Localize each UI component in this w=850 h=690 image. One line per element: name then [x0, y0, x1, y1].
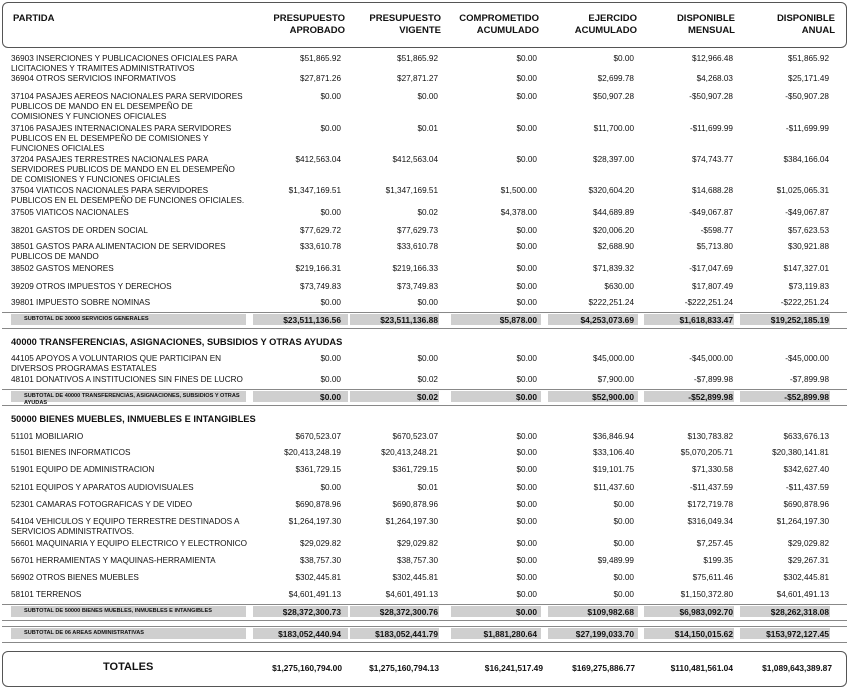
header-presupuesto-vigente: PRESUPUESTO VIGENTE	[369, 13, 441, 36]
row-value: $50,907.28	[593, 92, 634, 101]
row-value: $384,166.04	[783, 155, 829, 164]
row-value: $25,171.49	[788, 74, 829, 83]
row-value: $0.00	[417, 298, 438, 307]
row-value: $1,025,065.31	[776, 186, 829, 195]
row-value: $74,743.77	[692, 155, 733, 164]
row-divider	[2, 328, 847, 329]
row-value: $0.00	[320, 124, 341, 133]
row-value: $690,878.96	[392, 500, 438, 509]
row-value: $28,372,300.73	[282, 607, 341, 617]
row-divider	[2, 626, 847, 627]
row-value: $9,489.99	[597, 556, 634, 565]
row-value: $1,500.00	[500, 186, 537, 195]
header-comprometido-acumulado: COMPROMETIDO ACUMULADO	[459, 13, 539, 36]
row-partida: 51901 EQUIPO DE ADMINISTRACION	[11, 465, 155, 474]
row-partida: 56902 OTROS BIENES MUEBLES	[11, 573, 139, 582]
row-value: $33,106.40	[593, 448, 634, 457]
row-partida: 39801 IMPUESTO SOBRE NOMINAS	[11, 298, 151, 307]
row-value: $51,865.92	[397, 54, 438, 63]
row-partida: SUBTOTAL DE 30000 SERVICIOS GENERALES	[24, 316, 149, 322]
row-value: $0.00	[320, 92, 341, 101]
total-disponible-mensual: $110,481,561.04	[670, 663, 733, 673]
row-value: $14,150,015.62	[674, 629, 733, 639]
header-presupuesto-aprobado: PRESUPUESTO APROBADO	[273, 13, 345, 36]
row-value: -$49,067.87	[689, 208, 733, 217]
row-value: $5,070,205.71	[680, 448, 733, 457]
row-value: $33,610.78	[300, 242, 341, 251]
row-value: $29,267.31	[788, 556, 829, 565]
row-value: $28,372,300.76	[379, 607, 438, 617]
row-value: $19,252,185.19	[770, 315, 829, 325]
row-value: $12,966.48	[692, 54, 733, 63]
row-value: $7,257.45	[696, 539, 733, 548]
row-partida: 38502 GASTOS MENORES	[11, 264, 114, 273]
row-value: $0.00	[516, 375, 537, 384]
row-value: $0.00	[516, 226, 537, 235]
row-value: $29,029.82	[397, 539, 438, 548]
row-value: -$11,699.99	[689, 124, 733, 133]
row-value: $690,878.96	[295, 500, 341, 509]
row-value: -$45,000.00	[785, 354, 829, 363]
row-value: $20,413,248.19	[284, 448, 341, 457]
row-divider	[2, 620, 847, 621]
row-value: $0.00	[613, 539, 634, 548]
row-value: $0.00	[516, 392, 537, 402]
row-value: $73,119.83	[788, 282, 829, 291]
totals-label: TOTALES	[103, 661, 154, 673]
row-partida: 37204 PASAJES TERRESTRES NACIONALES PARA SERVIDORES PUBLICOS DE MANDO EN EL DESEMPEÑO DE COMISIONES Y FUNCIONES OFICIALES	[11, 155, 235, 184]
row-value: -$50,907.28	[785, 92, 829, 101]
row-value: $0.00	[613, 54, 634, 63]
row-value: $19,101.75	[593, 465, 634, 474]
row-value: $0.00	[516, 155, 537, 164]
row-value: $690,878.96	[783, 500, 829, 509]
row-partida: 58101 TERRENOS	[11, 590, 82, 599]
row-value: $0.00	[320, 375, 341, 384]
row-value: $0.01	[417, 483, 438, 492]
row-value: $0.00	[516, 500, 537, 509]
row-value: $73,749.83	[397, 282, 438, 291]
row-value: $44,689.89	[593, 208, 634, 217]
row-value: -$11,699.99	[785, 124, 829, 133]
total-comprometido-acumulado: $16,241,517.49	[484, 663, 543, 673]
row-value: $23,511,136.88	[380, 315, 438, 325]
row-value: $4,601,491.13	[288, 590, 341, 599]
row-value: $0.00	[320, 392, 341, 402]
row-partida: SUBTOTAL DE 50000 BIENES MUEBLES, INMUEBLES E INTANGIBLES	[24, 608, 212, 614]
row-value: -$7,899.98	[789, 375, 829, 384]
row-value: $0.00	[516, 74, 537, 83]
row-value: $219,166.33	[392, 264, 438, 273]
row-value: $0.00	[320, 483, 341, 492]
row-value: $316,049.34	[687, 517, 733, 526]
row-value: $71,330.58	[692, 465, 733, 474]
row-value: $0.00	[516, 465, 537, 474]
row-divider	[2, 642, 847, 643]
row-value: $0.00	[516, 432, 537, 441]
row-value: $30,921.88	[788, 242, 829, 251]
row-value: $75,611.46	[692, 573, 733, 582]
row-value: $11,437.60	[593, 483, 634, 492]
row-value: $670,523.07	[295, 432, 341, 441]
totals-box	[2, 651, 847, 687]
row-value: $0.00	[320, 354, 341, 363]
row-value: $0.00	[516, 448, 537, 457]
row-value: -$52,899.98	[784, 392, 829, 402]
row-value: $38,757.30	[300, 556, 341, 565]
row-value: $20,006.20	[593, 226, 634, 235]
row-value: $5,878.00	[499, 315, 537, 325]
row-value: $27,199,033.70	[575, 629, 634, 639]
row-value: $7,900.00	[597, 375, 634, 384]
row-value: $633,676.13	[783, 432, 829, 441]
row-value: $6,983,092.70	[679, 607, 733, 617]
row-value: $0.00	[516, 517, 537, 526]
row-partida: 37104 PASAJES AEREOS NACIONALES PARA SERVIDORES PUBLICOS DE MANDO EN EL DESEMPEÑO DE COMISIONES Y FUNCIONES OFICIALES	[11, 92, 243, 121]
row-value: $57,623.53	[788, 226, 829, 235]
row-value: $17,807.49	[692, 282, 733, 291]
row-value: $1,347,169.51	[385, 186, 438, 195]
row-value: $1,264,197.30	[288, 517, 341, 526]
row-partida: 39209 OTROS IMPUESTOS Y DERECHOS	[11, 282, 172, 291]
row-partida: 54104 VEHICULOS Y EQUIPO TERRESTRE DESTINADOS A SERVICIOS ADMINISTRATIVOS.	[11, 517, 239, 536]
row-value: $361,729.15	[295, 465, 341, 474]
row-value: $0.00	[516, 590, 537, 599]
row-value: -$222,251.24	[780, 298, 829, 307]
section-heading: 40000 TRANSFERENCIAS, ASIGNACIONES, SUBSIDIOS Y OTRAS AYUDAS	[11, 337, 343, 347]
row-value: $183,052,441.79	[375, 629, 438, 639]
row-value: $219,166.31	[295, 264, 341, 273]
row-value: $0.01	[417, 124, 438, 133]
row-value: -$45,000.00	[689, 354, 733, 363]
row-divider	[2, 389, 847, 390]
row-value: $153,972,127.45	[766, 629, 829, 639]
row-value: $0.00	[516, 264, 537, 273]
row-value: $28,397.00	[593, 155, 634, 164]
row-value: -$222,251.24	[684, 298, 733, 307]
row-partida: 48101 DONATIVOS A INSTITUCIONES SIN FINES DE LUCRO	[11, 375, 243, 384]
row-partida: 44105 APOYOS A VOLUNTARIOS QUE PARTICIPAN EN DIVERSOS PROGRAMAS ESTATALES	[11, 354, 222, 373]
row-partida: 56701 HERRAMIENTAS Y MAQUINAS-HERRAMIENTA	[11, 556, 216, 565]
row-value: $27,871.26	[300, 74, 341, 83]
total-presupuesto-aprobado: $1,275,160,794.00	[272, 663, 342, 673]
row-value: $147,327.01	[783, 264, 829, 273]
row-value: $4,601,491.13	[776, 590, 829, 599]
total-ejercido-acumulado: $169,275,886.77	[572, 663, 635, 673]
row-divider	[2, 604, 847, 605]
row-value: $130,783.82	[687, 432, 733, 441]
total-presupuesto-vigente: $1,275,160,794.13	[369, 663, 439, 673]
row-value: $1,618,833.47	[679, 315, 733, 325]
row-value: $29,029.82	[300, 539, 341, 548]
row-value: $0.00	[516, 573, 537, 582]
row-value: $28,262,318.08	[770, 607, 829, 617]
row-value: -$50,907.28	[689, 92, 733, 101]
row-partida: 37505 VIATICOS NACIONALES	[11, 208, 129, 217]
row-value: $27,871.27	[397, 74, 438, 83]
row-value: $4,253,073.69	[580, 315, 634, 325]
row-value: $302,445.81	[295, 573, 341, 582]
row-value: $4,601,491.13	[385, 590, 438, 599]
row-value: $0.00	[516, 539, 537, 548]
row-value: $11,700.00	[593, 124, 634, 133]
row-partida: 38501 GASTOS PARA ALIMENTACION DE SERVIDORES PUBLICOS DE MANDO	[11, 242, 226, 261]
row-partida: SUBTOTAL DE 06 AREAS ADMINISTRATIVAS	[24, 630, 144, 636]
header-partida: PARTIDA	[13, 13, 55, 24]
row-value: $0.00	[516, 556, 537, 565]
row-value: $1,264,197.30	[776, 517, 829, 526]
row-value: $0.02	[417, 392, 438, 402]
row-value: $0.00	[320, 298, 341, 307]
row-value: $51,865.92	[300, 54, 341, 63]
row-value: $361,729.15	[392, 465, 438, 474]
row-value: $52,900.00	[592, 392, 634, 402]
row-value: $77,629.72	[300, 226, 341, 235]
total-disponible-anual: $1,089,643,389.87	[762, 663, 832, 673]
row-value: $23,511,136.56	[283, 315, 341, 325]
row-value: $73,749.83	[300, 282, 341, 291]
row-value: $630.00	[604, 282, 634, 291]
row-value: $0.00	[516, 92, 537, 101]
header-disponible-mensual: DISPONIBLE MENSUAL	[676, 13, 735, 36]
row-value: $109,982.68	[587, 607, 634, 617]
row-value: $0.00	[417, 354, 438, 363]
row-partida: 52101 EQUIPOS Y APARATOS AUDIOVISUALES	[11, 483, 194, 492]
row-partida: 51501 BIENES INFORMATICOS	[11, 448, 131, 457]
row-value: -$7,899.98	[693, 375, 733, 384]
row-value: $0.00	[417, 92, 438, 101]
row-value: $2,688.90	[597, 242, 634, 251]
row-value: $4,378.00	[500, 208, 537, 217]
row-value: -$52,899.98	[688, 392, 733, 402]
row-partida: 51101 MOBILIARIO	[11, 432, 84, 441]
row-value: $51,865.92	[788, 54, 829, 63]
table-header	[2, 2, 847, 48]
row-value: $0.00	[613, 590, 634, 599]
row-value: -$11,437.59	[785, 483, 829, 492]
row-partida: 52301 CAMARAS FOTOGRAFICAS Y DE VIDEO	[11, 500, 193, 509]
row-value: $0.00	[516, 354, 537, 363]
row-value: $0.02	[417, 208, 438, 217]
row-value: $302,445.81	[783, 573, 829, 582]
row-value: $199.35	[703, 556, 733, 565]
row-value: $342,627.40	[783, 465, 829, 474]
row-value: $1,264,197.30	[385, 517, 438, 526]
row-partida: 37504 VIATICOS NACIONALES PARA SERVIDORES PUBLICOS EN EL DESEMPEÑO DE FUNCIONES OFICIALES.	[11, 186, 245, 205]
row-value: $20,413,248.21	[381, 448, 438, 457]
row-value: $0.00	[516, 607, 537, 617]
row-value: $172,719.78	[687, 500, 733, 509]
header-disponible-anual: DISPONIBLE ANUAL	[776, 13, 835, 36]
row-value: $36,846.94	[593, 432, 634, 441]
header-ejercido-acumulado: EJERCIDO ACUMULADO	[574, 13, 637, 36]
row-partida: 37106 PASAJES INTERNACIONALES PARA SERVIDORES PUBLICOS EN EL DESEMPEÑO DE COMISIONES Y FUNCIONES OFICIALES	[11, 124, 232, 153]
row-value: $45,000.00	[593, 354, 634, 363]
row-value: $0.00	[613, 573, 634, 582]
row-value: -$11,437.59	[689, 483, 733, 492]
row-value: $0.00	[320, 208, 341, 217]
row-value: $1,347,169.51	[288, 186, 341, 195]
row-value: $320,604.20	[588, 186, 634, 195]
row-value: -$17,047.69	[689, 264, 733, 273]
row-value: $302,445.81	[392, 573, 438, 582]
row-partida: 36903 INSERCIONES Y PUBLICACIONES OFICIALES PARA LICITACIONES Y TRAMITES ADMINISTRATIVOS	[11, 54, 238, 73]
row-value: $71,839.32	[593, 264, 634, 273]
row-divider	[2, 312, 847, 313]
row-value: $183,052,440.94	[278, 629, 341, 639]
row-value: $0.00	[516, 483, 537, 492]
row-value: $222,251.24	[588, 298, 634, 307]
row-value: $0.00	[613, 517, 634, 526]
row-value: $0.00	[516, 124, 537, 133]
row-value: $0.02	[417, 375, 438, 384]
row-value: $4,268.03	[696, 74, 733, 83]
row-value: $670,523.07	[392, 432, 438, 441]
row-value: $20,380,141.81	[772, 448, 829, 457]
row-value: $0.00	[516, 54, 537, 63]
row-value: $5,713.80	[696, 242, 733, 251]
row-value: $1,150,372.80	[680, 590, 733, 599]
row-value: $77,629.73	[397, 226, 438, 235]
row-partida: 56601 MAQUINARIA Y EQUIPO ELECTRICO Y ELECTRONICO	[11, 539, 247, 548]
section-heading: 50000 BIENES MUEBLES, INMUEBLES E INTANGIBLES	[11, 414, 256, 424]
row-partida: SUBTOTAL DE 40000 TRANSFERENCIAS, ASIGNACIONES, SUBSIDIOS Y OTRAS AYUDAS	[24, 393, 240, 406]
row-partida: 36904 OTROS SERVICIOS INFORMATIVOS	[11, 74, 176, 83]
row-partida: 38201 GASTOS DE ORDEN SOCIAL	[11, 226, 148, 235]
row-value: -$598.77	[700, 226, 733, 235]
row-value: $2,699.78	[597, 74, 634, 83]
row-value: $14,688.28	[692, 186, 733, 195]
row-value: -$49,067.87	[785, 208, 829, 217]
row-value: $0.00	[516, 282, 537, 291]
row-value: $33,610.78	[397, 242, 438, 251]
row-value: $0.00	[613, 500, 634, 509]
row-value: $29,029.82	[788, 539, 829, 548]
row-value: $412,563.04	[295, 155, 341, 164]
row-value: $1,881,280.64	[483, 629, 537, 639]
row-value: $38,757.30	[397, 556, 438, 565]
row-value: $0.00	[516, 242, 537, 251]
row-value: $0.00	[516, 298, 537, 307]
row-value: $412,563.04	[392, 155, 438, 164]
